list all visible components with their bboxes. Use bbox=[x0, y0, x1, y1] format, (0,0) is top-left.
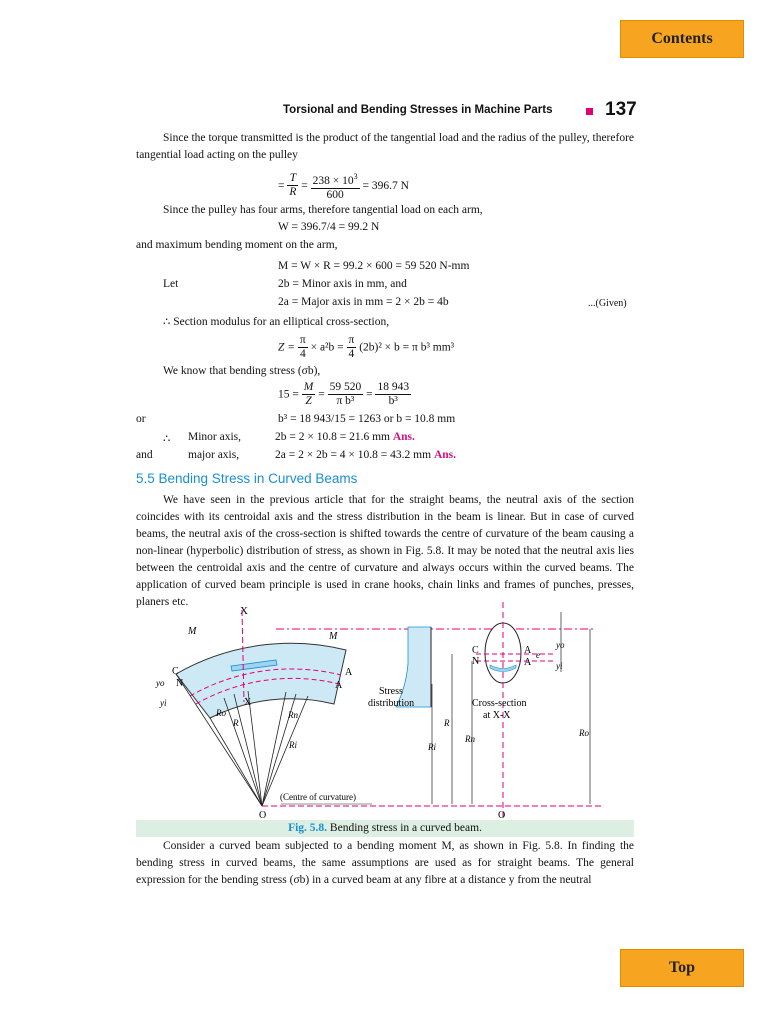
label-n-section: N bbox=[472, 656, 480, 667]
label-c: C bbox=[172, 666, 179, 677]
section-heading: 5.5 Bending Stress in Curved Beams bbox=[136, 471, 358, 486]
label-x-top: X bbox=[240, 605, 248, 617]
label-yi-left: yi bbox=[160, 698, 167, 708]
and-label: and bbox=[136, 449, 153, 461]
label-a1: A bbox=[345, 667, 353, 678]
label-yo-right: yo bbox=[556, 640, 565, 650]
paragraph-max-moment: and maximum bending moment on the arm, bbox=[136, 239, 338, 251]
label-ro-right: Ro bbox=[579, 728, 589, 738]
label-r-left: R bbox=[233, 718, 239, 728]
label-r-right: R bbox=[444, 718, 450, 728]
let-label: Let bbox=[163, 278, 179, 290]
paragraph-four-arms: Since the pulley has four arms, therefore tangential load on each arm, bbox=[163, 204, 483, 216]
label-ri-right: Ri bbox=[428, 742, 436, 752]
label-e: e bbox=[536, 650, 540, 660]
label-o-left: O bbox=[259, 810, 267, 820]
paragraph-consider: Consider a curved beam subjected to a bending moment M, as shown in Fig. 5.8. In finding the bending stress in curved beams, the same assumptions are used as for straight beams. The general expression for the bending stress (σb) in a curved beam at any fibre at a distance y from the neutral bbox=[136, 840, 634, 886]
answer-mark: Ans. bbox=[433, 449, 456, 461]
label-cross-section: Cross-section bbox=[472, 698, 527, 709]
fraction-t-r: $\frac{T}{R}$ bbox=[289, 172, 297, 199]
contents-button[interactable]: Contents bbox=[620, 20, 744, 58]
label-c-section: C bbox=[472, 645, 479, 656]
label-at-xx: at X-X bbox=[483, 710, 511, 721]
page-number: 137 bbox=[605, 99, 637, 120]
label-yo-left: yo bbox=[156, 678, 165, 688]
label-centre: (Centre of curvature) bbox=[280, 792, 356, 802]
paragraph-bending-stress: We know that bending stress (σb), bbox=[163, 365, 321, 377]
minor-axis-label: Minor axis, bbox=[188, 431, 242, 443]
equation-z: Z = $\frac{\pi}{4}$ × a²b = $\frac{\pi}{4}$ (2b)² × b = π b³ mm³ bbox=[278, 334, 455, 360]
label-x-bottom: X bbox=[244, 697, 252, 708]
answer-mark: Ans. bbox=[392, 431, 415, 443]
label-ro-left: Ro bbox=[216, 708, 226, 718]
equation-w: W = 396.7/4 = 99.2 N bbox=[278, 221, 380, 233]
equation-b: b³ = 18 943/15 = 1263 or b = 10.8 mm bbox=[278, 413, 456, 425]
label-ri-left: Ri bbox=[289, 740, 297, 750]
running-header: Torsional and Bending Stresses in Machine Parts bbox=[283, 104, 553, 116]
therefore-symbol: ∴ bbox=[163, 433, 171, 445]
paragraph-torque: Since the torque transmitted is the product of the tangential load and the radius of the pulley, therefore tangential load acting on the pulley bbox=[136, 132, 634, 161]
equation-15: 15 = $\frac{M}{Z}$ = $\frac{59 520}{\text{π b³}}$ = $\frac{18 943}{\text{b³}}$ bbox=[278, 381, 410, 407]
caption-label: Fig. 5.8. bbox=[288, 822, 328, 834]
label-o-right: O bbox=[498, 810, 506, 820]
header-bullet bbox=[586, 108, 593, 115]
equation-major-result: 2a = 2 × 2b = 4 × 10.8 = 43.2 mm Ans. bbox=[275, 449, 456, 461]
paragraph-section-modulus: ∴ Section modulus for an elliptical cross-section, bbox=[163, 316, 390, 328]
equation-tangential-load: = $\frac{T}{R}$ = $\frac{238 \times 10^3}{600}$ = 396.7 N bbox=[278, 172, 409, 201]
label-stress: Stress bbox=[379, 686, 403, 697]
label-rn-right: Rn bbox=[465, 734, 475, 744]
eq-sign: = bbox=[278, 179, 285, 192]
major-axis-label: major axis, bbox=[188, 449, 240, 461]
figure-curved-beam bbox=[136, 602, 634, 820]
equation-m: M = W × R = 99.2 × 600 = 59 520 N-mm bbox=[278, 260, 470, 272]
label-a-section2: A bbox=[524, 657, 532, 668]
or-label: or bbox=[136, 413, 146, 425]
fraction-value: $\frac{238 \times 10^3}{600}$ bbox=[312, 172, 358, 201]
equation-minor: 2b = Minor axis in mm, and bbox=[278, 278, 407, 290]
label-a2: A bbox=[335, 680, 343, 691]
equation-minor-result: 2b = 2 × 10.8 = 21.6 mm Ans. bbox=[275, 431, 415, 443]
label-m-left: M bbox=[188, 626, 197, 637]
label-n: N bbox=[176, 678, 184, 689]
label-distribution: distribution bbox=[368, 698, 415, 709]
label-m-right: M bbox=[329, 631, 338, 642]
top-button[interactable]: Top bbox=[620, 949, 744, 987]
figure-caption bbox=[136, 820, 634, 837]
given-note: ...(Given) bbox=[588, 298, 627, 309]
label-a-section1: A bbox=[524, 645, 532, 656]
label-yi-right: yi bbox=[556, 661, 563, 671]
caption-text: Bending stress in a curved beam. bbox=[329, 822, 482, 834]
equation-major: 2a = Major axis in mm = 2 × 2b = 4b bbox=[278, 296, 449, 308]
label-rn-left: Rn bbox=[288, 710, 298, 720]
paragraph-curved-beams: We have seen in the previous article that for the straight beams, the neutral axis of the section coincides with its centroidal axis and the stress distribution in the beam is linear. But in case of curved beams, the neutral axis of the cross-section is shifted towards the centre of curvature of the beam causing a non-linear (hyperbolic) distribution of stress, as shown in Fig. 5.8. It may be noted that the neutral axis lies between the centroidal axis and the centre of curvature and always occurs within the curved beams. The application of curved beam principle is used in crane hooks, chain links and frames of punches, presses, planers etc. bbox=[136, 494, 634, 608]
